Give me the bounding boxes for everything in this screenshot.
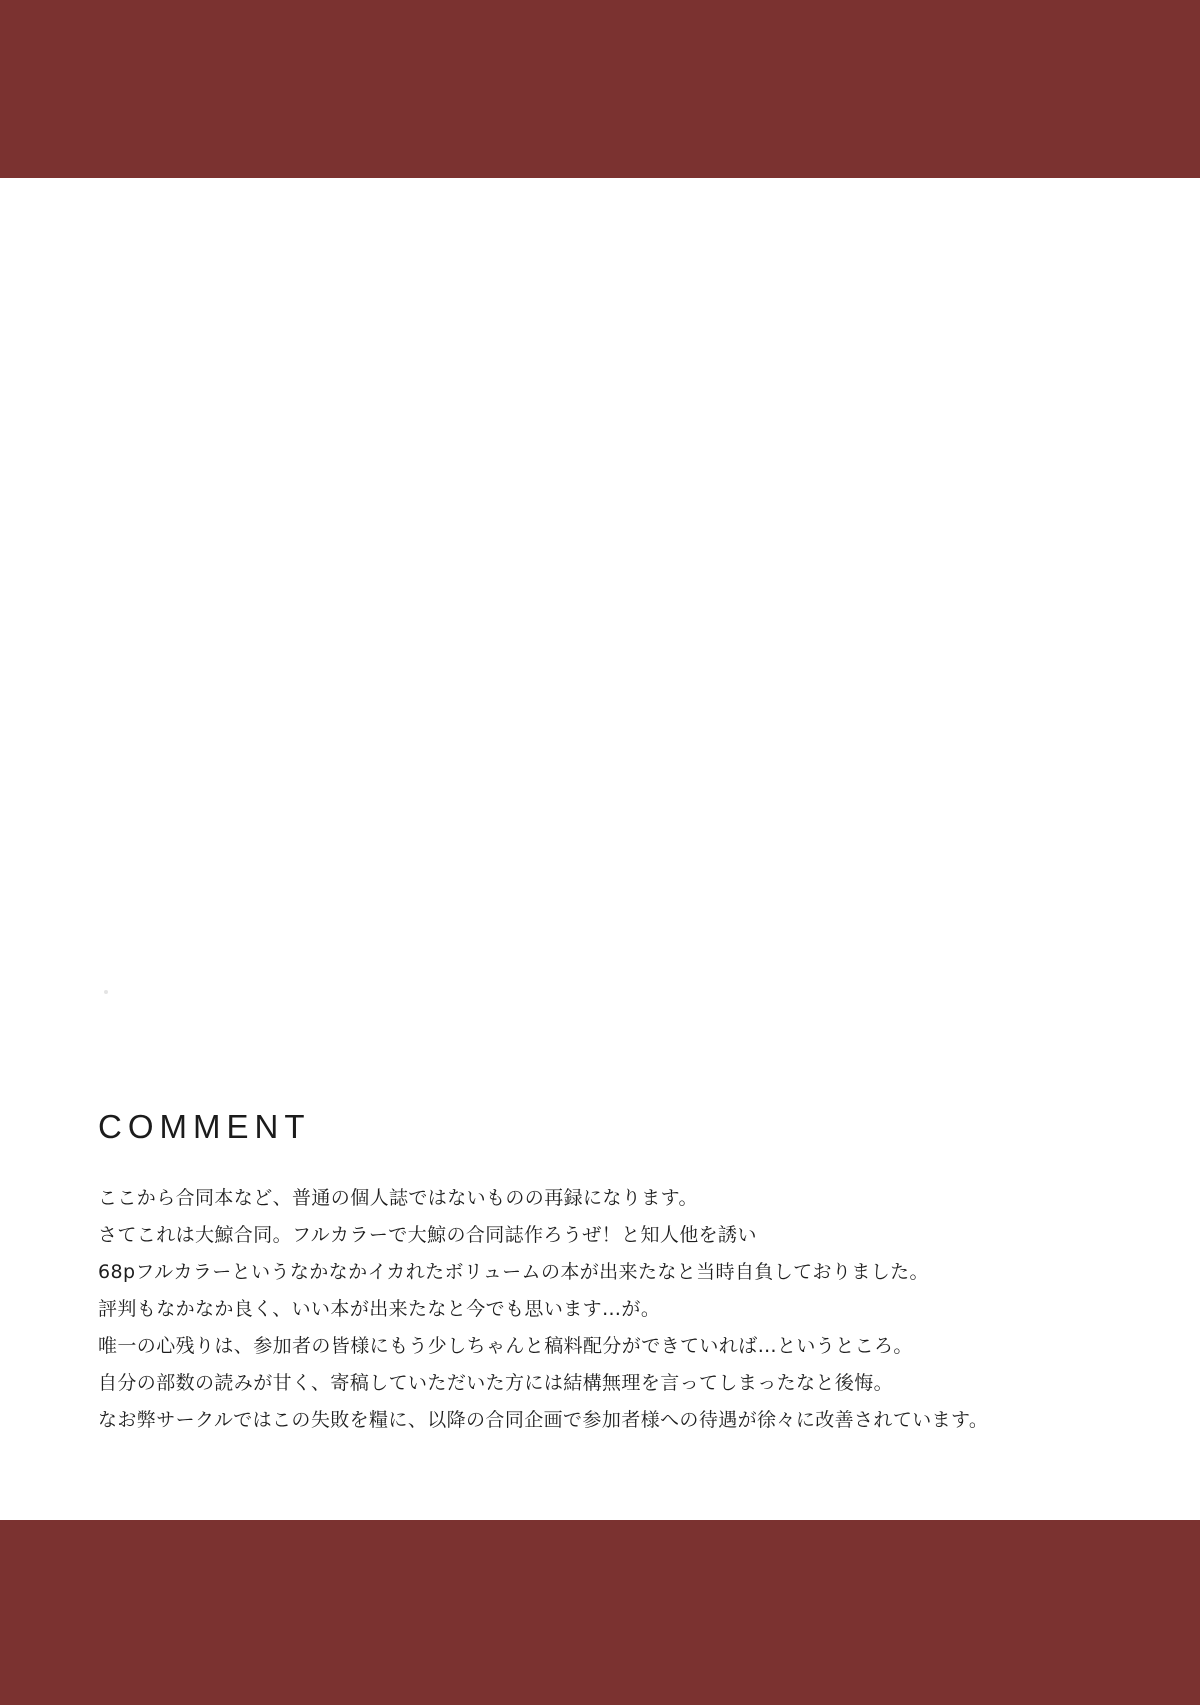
comment-line: 68pフルカラーというなかなかイカれたボリュームの本が出来たなと当時自負しておりました。	[98, 1261, 929, 1283]
faint-print-mark	[104, 990, 108, 994]
comment-line: ここから合同本など、普通の個人誌ではないものの再録になります。	[98, 1187, 698, 1209]
bottom-color-band	[0, 1520, 1200, 1705]
comment-line: 唯一の心残りは、参加者の皆様にもう少しちゃんと稿料配分ができていれば…というところ。	[98, 1335, 913, 1357]
comment-body	[98, 1180, 1118, 1439]
top-color-band	[0, 0, 1200, 178]
page-content-area	[0, 178, 1200, 1520]
comment-line: 自分の部数の読みが甘く、寄稿していただいた方には結構無理を言ってしまったなと後悔。	[98, 1372, 894, 1394]
comment-line: さてこれは大鯨合同。フルカラーで大鯨の合同誌作ろうぜ！と知人他を誘い	[98, 1224, 757, 1246]
comment-heading: COMMENT	[98, 1108, 311, 1145]
comment-section	[98, 1108, 1118, 1439]
comment-line: なお弊サークルではこの失敗を糧に、以降の合同企画で参加者様への待遇が徐々に改善されています。	[98, 1409, 989, 1431]
comment-line: 評判もなかなか良く、いい本が出来たなと今でも思います…が。	[98, 1298, 661, 1320]
